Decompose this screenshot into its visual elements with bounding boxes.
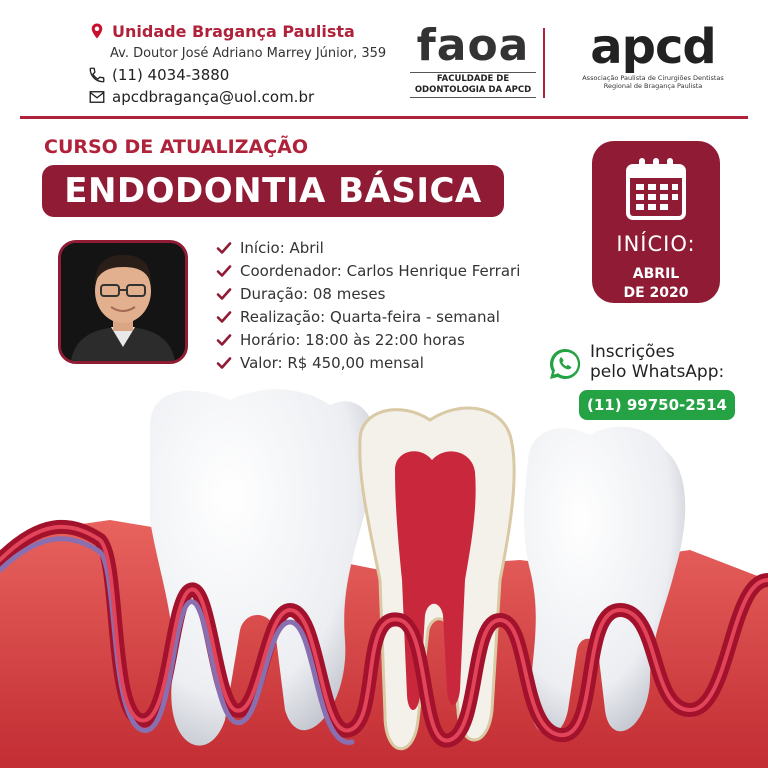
detail-text: Duração: 08 meses: [240, 284, 386, 303]
address-row: [88, 42, 408, 64]
apcd-wordmark: apcd: [590, 19, 716, 75]
course-title: ENDODONTIA BÁSICA: [64, 171, 482, 211]
faoa-subtitle-line-1: FACULDADE DE: [436, 74, 510, 84]
whatsapp-number[interactable]: (11) 99750-2514: [579, 390, 735, 420]
detail-item-schedule-day: [216, 305, 556, 328]
check-icon: [216, 332, 232, 348]
start-date-month: ABRIL: [632, 266, 680, 282]
address-text: Av. Doutor José Adriano Marrey Júnior, 359: [110, 45, 387, 61]
logo-divider: [543, 28, 545, 98]
apcd-subtitle-line-1: Associação Paulista de Cirurgiões Dentistas: [582, 74, 724, 82]
phone-text[interactable]: (11) 4034-3880: [112, 66, 230, 84]
detail-text: Horário: 18:00 às 22:00 horas: [240, 330, 465, 349]
detail-item-start: [216, 236, 556, 259]
detail-item-coordinator: [216, 259, 556, 282]
check-icon: [216, 263, 232, 279]
detail-text: Valor: R$ 450,00 mensal: [240, 353, 424, 372]
check-icon: [216, 355, 232, 371]
teeth-illustration: [0, 380, 768, 768]
whatsapp-line-2: pelo WhatsApp:: [590, 362, 725, 382]
faoa-subtitle-line-2: ODONTOLOGIA DA APCD: [414, 85, 532, 95]
detail-item-duration: [216, 282, 556, 305]
email-text[interactable]: apcdbragança@uol.com.br: [112, 88, 315, 106]
start-date-year: DE 2020: [623, 285, 689, 301]
detail-item-hours: [216, 328, 556, 351]
whatsapp-text: [590, 342, 750, 382]
calendar-icon: [624, 156, 688, 222]
location-pin-icon: [88, 22, 106, 40]
whatsapp-icon: [548, 347, 582, 381]
contact-block: [88, 20, 408, 108]
header-divider: [20, 116, 748, 119]
check-icon: [216, 240, 232, 256]
envelope-icon: [88, 88, 106, 106]
unit-name: Unidade Bragança Paulista: [112, 21, 355, 41]
detail-item-price: [216, 351, 556, 374]
check-icon: [216, 309, 232, 325]
whatsapp-line-1: Inscrições: [590, 342, 675, 362]
detail-text: Início: Abril: [240, 238, 324, 257]
apcd-logo: [553, 20, 753, 90]
apcd-subtitle-line-2: Regional de Bragança Paulista: [603, 82, 703, 90]
detail-text: Coordenador: Carlos Henrique Ferrari: [240, 261, 521, 280]
unit-row: [88, 20, 408, 42]
coordinator-portrait: [61, 243, 185, 361]
start-label: INÍCIO:: [616, 232, 696, 256]
phone-row: [88, 64, 408, 86]
coordinator-photo: [58, 240, 188, 364]
email-row: [88, 86, 408, 108]
check-icon: [216, 286, 232, 302]
faoa-subtitle: [410, 72, 536, 98]
detail-text: Realização: Quarta-feira - semanal: [240, 307, 500, 326]
course-kicker: CURSO DE ATUALIZAÇÃO: [44, 136, 309, 158]
faoa-wordmark: [410, 20, 536, 71]
start-date: [592, 265, 720, 303]
course-details-list: [216, 236, 556, 374]
phone-icon: [88, 66, 106, 84]
apcd-subtitle: [553, 74, 753, 90]
faoa-word: faoa: [416, 20, 530, 71]
faoa-logo: [410, 20, 536, 98]
